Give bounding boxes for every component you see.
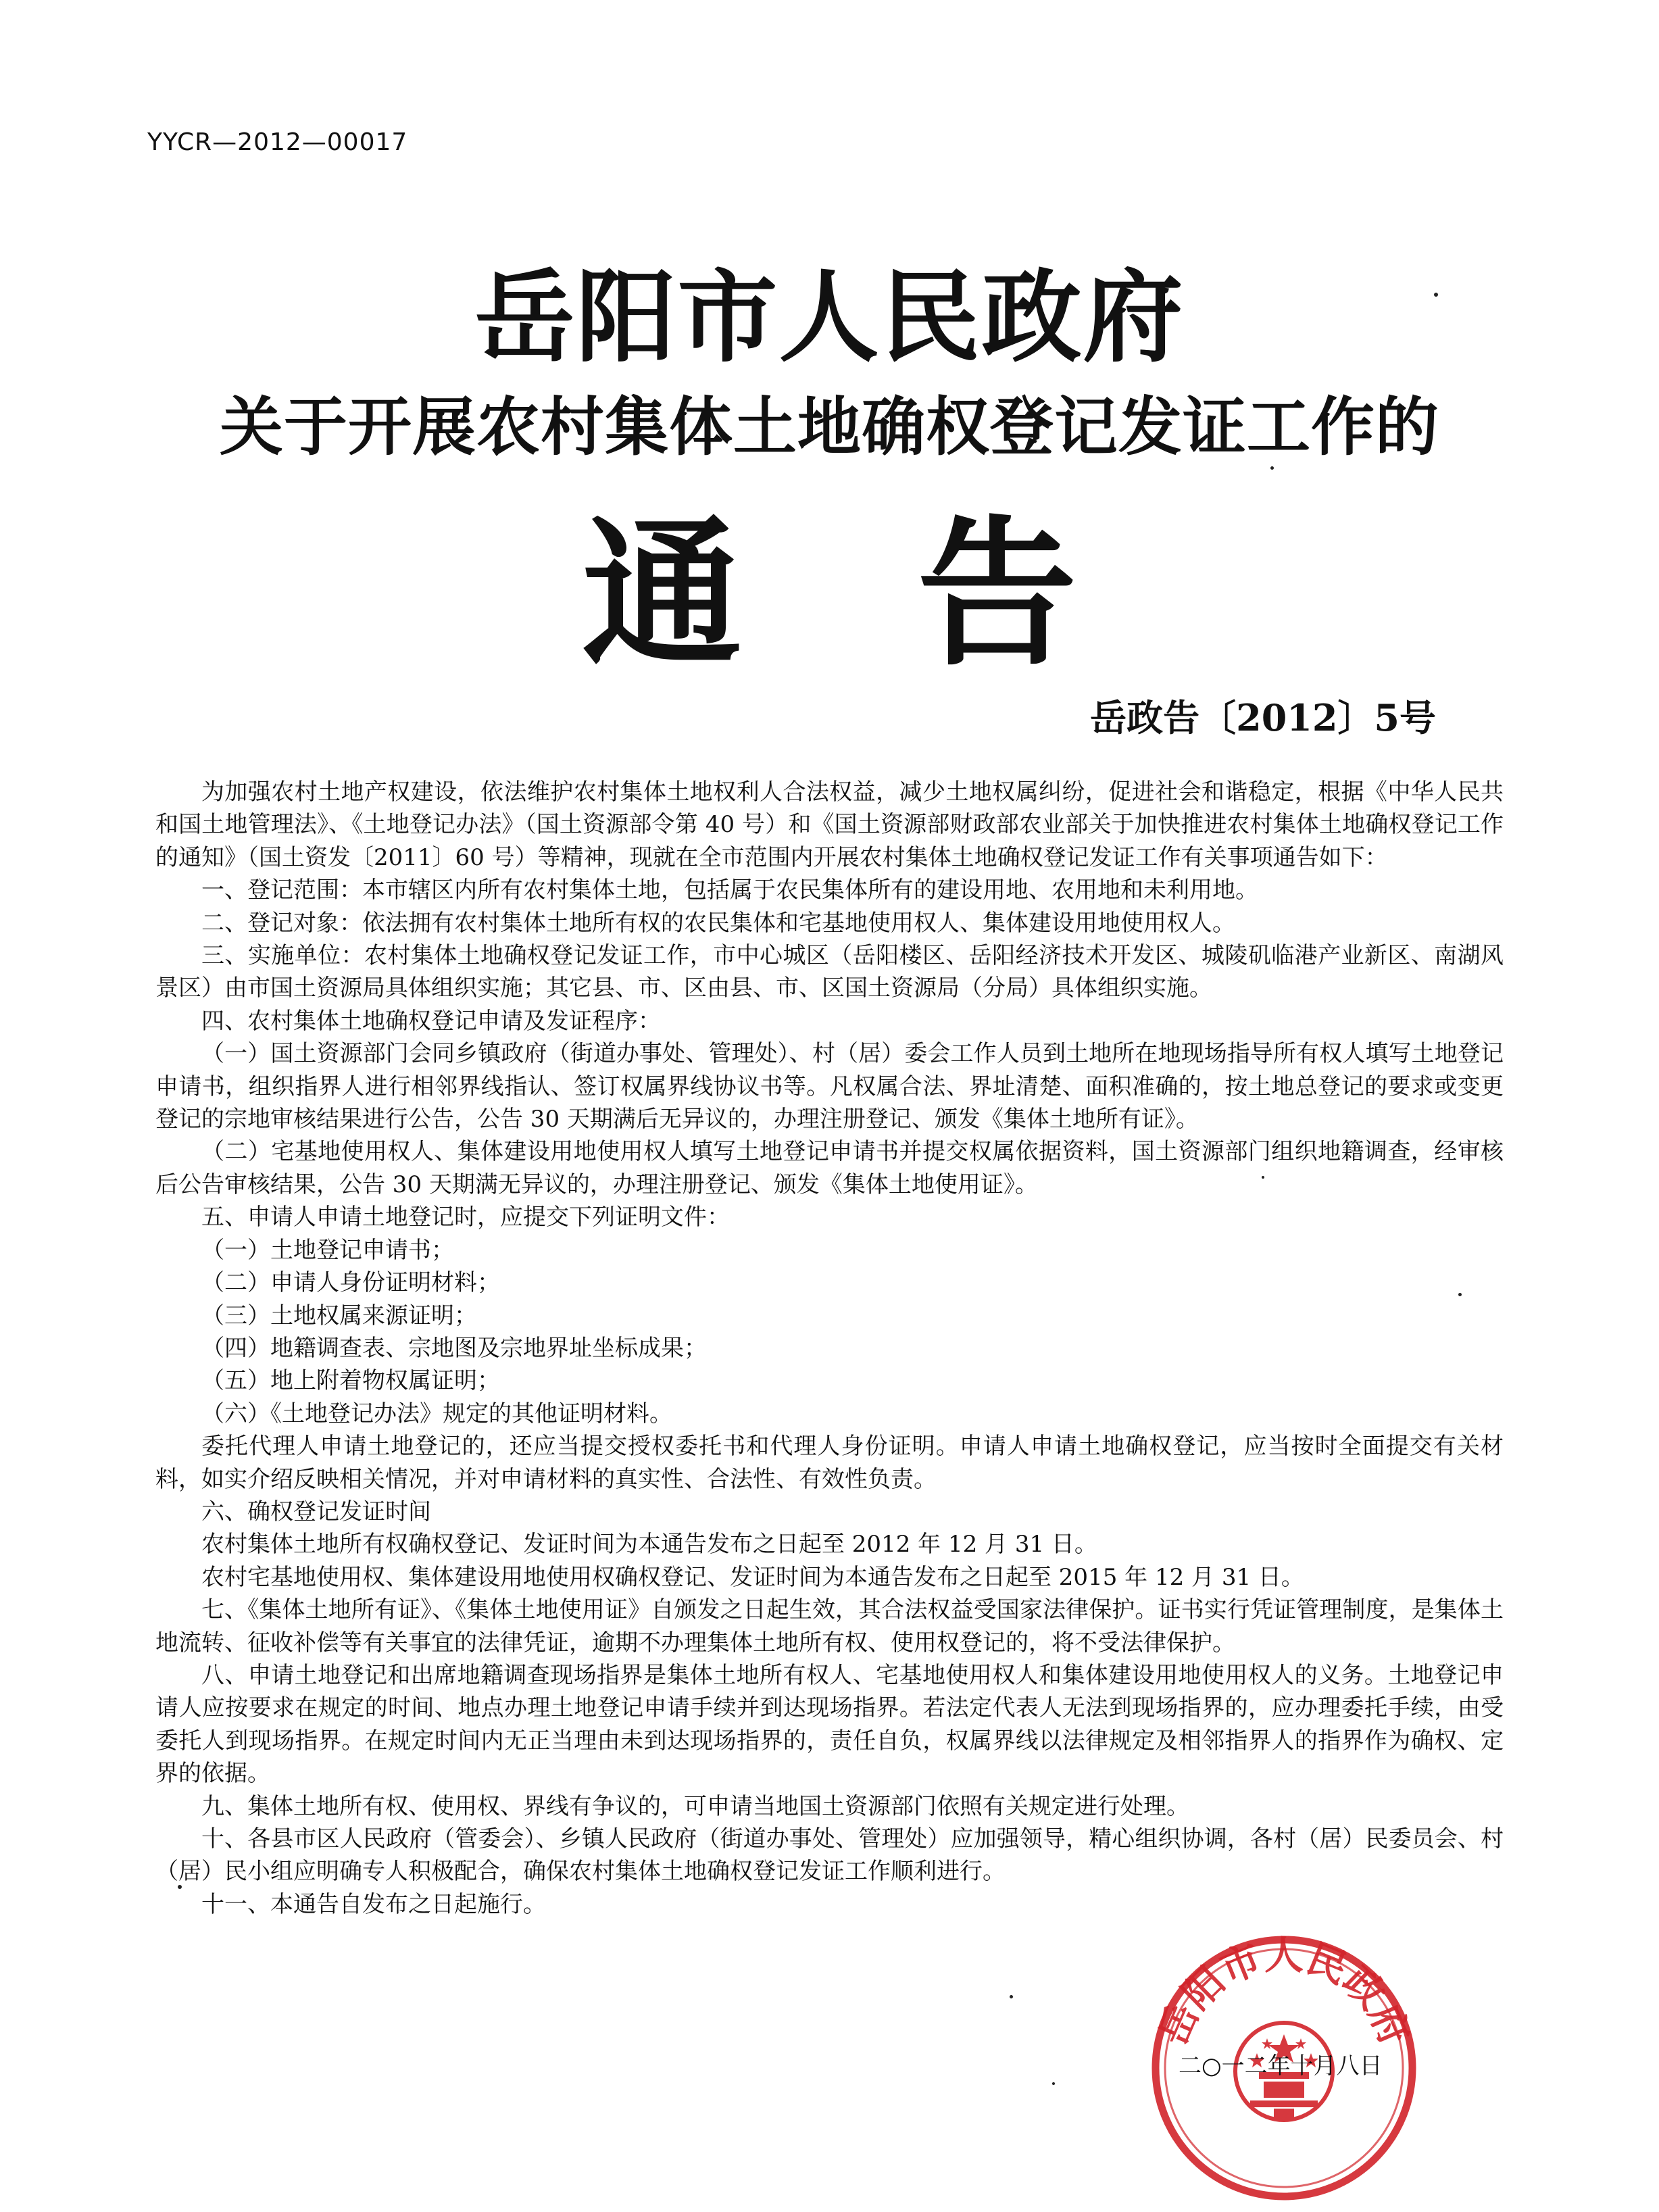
paragraph-text: 农村宅基地使用权、集体建设用地使用权确权登记、发证时间为本通告发布之日起至 2015 年 12 月 31 日。: [201, 1563, 1304, 1591]
paragraph-item: 二、登记对象：依法拥有农村集体土地所有权的农民集体和宅基地使用权人、集体建设用地使用权人。: [201, 909, 1235, 937]
seal-text: 岳阳市人民政府: [1149, 1933, 1418, 2052]
paragraph-item: 八、申请土地登记和出席地籍调查现场指界是集体土地所有权人、宅基地使用权人和集体建设用地使用权人的义务。土地登记申请人应按要求在规定的时间、地点办理土地登记申请手续并到达现场指界。若法定代表人无法到现场指界的，应办理委托手续，由受委托人到现场指界。在规定时间内无正当理由未到达现场指界的，责任自负，权属界线以法律规定及相邻指界人的指界作为确权、定界的依据。: [155, 1661, 1504, 1788]
document-number: 岳政告〔2012〕5号: [1090, 696, 1436, 739]
paragraph-subitem: （三）土地权属来源证明；: [201, 1302, 477, 1329]
scan-speck: [178, 1885, 182, 1889]
paragraph-item: 四、农村集体土地确权登记申请及发证程序：: [201, 1007, 661, 1035]
issue-date: 二○一二年十月八日: [1179, 2053, 1383, 2080]
title-subject: 关于开展农村集体土地确权登记发证工作的: [219, 390, 1439, 464]
paragraph-item: 十、各县市区人民政府（管委会）、乡镇人民政府（街道办事处、管理处）应加强领导，精心组织协调，各村（居）民委员会、村（居）民小组应明确专人积极配合，确保农村集体土地确权登记发证工作顺利进行。: [155, 1825, 1504, 1886]
paragraph-item: 十一、本通告自发布之日起施行。: [201, 1890, 546, 1918]
scan-speck: [1262, 1176, 1264, 1179]
paragraph-subitem: （二）宅基地使用权人、集体建设用地使用权人填写土地登记申请书并提交权属依据资料，国土资源部门组织地籍调查，经审核后公告审核结果，公告 30 天期满无异议的，办理注册登记、颁发《集体土地使用证》。: [155, 1138, 1504, 1198]
scan-speck: [1434, 293, 1438, 297]
paragraph-subitem: （二）申请人身份证明材料；: [201, 1269, 500, 1297]
paragraph-item: 一、登记范围：本市辖区内所有农村集体土地，包括属于农民集体所有的建设用地、农用地和未利用地。: [201, 877, 1258, 904]
scan-speck: [1010, 1995, 1013, 1998]
paragraph-subitem: （一）土地登记申请书；: [201, 1236, 454, 1264]
paragraph-subitem: （一）国土资源部门会同乡镇政府（街道办事处、管理处）、村（居）委会工作人员到土地所在地现场指导所有权人填写土地登记申请书，组织指界人进行相邻界线指认、签订权属界线协议书等。凡权属合法、界址清楚、面积准确的，按土地总登记的要求或变更登记的宗地审核结果进行公告，公告 30 天期满后无异议的，办理注册登记、颁发《集体土地所有证》。: [155, 1040, 1504, 1133]
paragraph-item: 三、实施单位：农村集体土地确权登记发证工作，市中心城区（岳阳楼区、岳阳经济技术开发区、城陵矶临港产业新区、南湖风景区）由市国土资源局具体组织实施；其它县、市、区由县、市、区国土资源局（分局）具体组织实施。: [155, 942, 1504, 1002]
paragraph-subitem: （四）地籍调查表、宗地图及宗地界址坐标成果；: [201, 1334, 707, 1362]
paragraph-text: 农村集体土地所有权确权登记、发证时间为本通告发布之日起至 2012 年 12 月 31 日。: [201, 1531, 1097, 1558]
scan-speck: [1270, 466, 1274, 470]
paragraph-item: 七、《集体土地所有证》、《集体土地使用证》自颁发之日起生效，其合法权益受国家法律保护。证书实行凭证管理制度，是集体土地流转、征收补偿等有关事宜的法律凭证，逾期不办理集体土地所有权、使用权登记的，将不受法律保护。: [155, 1596, 1504, 1656]
paragraph-subitem: （五）地上附着物权属证明；: [201, 1367, 500, 1395]
paragraph-text: 委托代理人申请土地登记的，还应当提交授权委托书和代理人身份证明。申请人申请土地确权登记，应当按时全面提交有关材料，如实介绍反映相关情况，并对申请材料的真实性、合法性、有效性负责。: [155, 1433, 1504, 1493]
title-issuer: 岳阳市人民政府: [474, 258, 1185, 376]
notice-body: [155, 776, 1504, 1921]
paragraph-item: 六、确权登记发证时间: [201, 1498, 431, 1525]
document-id: YYCR—2012—00017: [147, 128, 408, 156]
scan-speck: [1052, 2082, 1055, 2085]
paragraph-subitem: （六）《土地登记办法》规定的其他证明材料。: [201, 1400, 672, 1427]
scan-speck: [1458, 1293, 1462, 1296]
paragraph-item: 五、申请人申请土地登记时，应提交下列证明文件：: [201, 1204, 730, 1231]
paragraph-intro: 为加强农村土地产权建设，依法维护农村集体土地权利人合法权益，减少土地权属纠纷，促进社会和谐稳定，根据《中华人民共和国土地管理法》、《土地登记办法》（国土资源部令第 40 号）和《国土资源部财政部农业部关于加快推进农村集体土地确权登记工作的通知》（国土资发〔2011〕60 号）等精神，现就在全市范围内开展农村集体土地确权登记发证工作有关事项通告如下：: [155, 779, 1504, 871]
paragraph-item: 九、集体土地所有权、使用权、界线有争议的，可申请当地国土资源部门依照有关规定进行处理。: [201, 1792, 1189, 1820]
title-notice: 通告: [582, 499, 1253, 687]
